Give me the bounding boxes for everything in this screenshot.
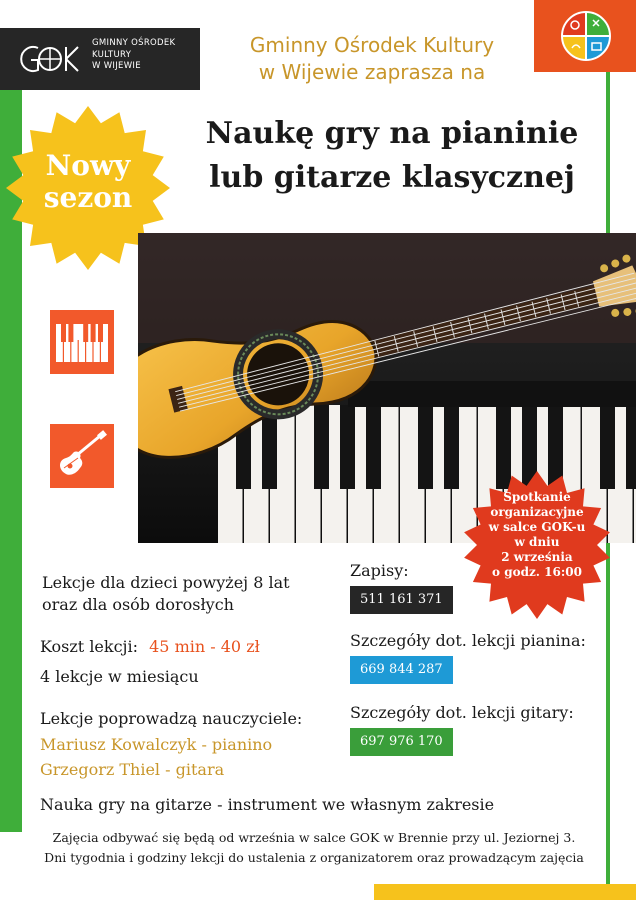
black-key [444,405,459,489]
title-line: lub gitarze klasycznej [209,160,575,195]
meeting-line: w dniu [514,535,560,549]
per-month-info: 4 lekcje w miesiącu [40,667,199,686]
organizer-line: w Wijewie zaprasza na [258,60,486,84]
page-title [176,112,608,200]
new-season-badge [4,150,172,214]
black-key [340,405,355,489]
meeting-line: organizacyjne [490,505,584,519]
footer-line: Zajęcia odbywać się będą od września w salce GOK w Brennie przy ul. Jeziornej 3. [52,830,576,845]
guitar-phone: 697 976 170 [350,728,453,756]
badge-line: Nowy [45,149,131,182]
guitar-details-label: Szczegóły dot. lekcji gitary: [350,703,574,722]
guitar-tile [50,424,114,488]
organizer-heading [212,32,532,86]
organizer-line: Gminny Ośrodek Kultury [249,33,495,57]
electric-guitar-icon [50,424,114,488]
meeting-line: w salce GOK-u [488,520,586,534]
logo-line: GMINNY OŚRODEK [92,38,176,48]
black-key [366,405,381,489]
bottom-accent-bar [374,884,636,900]
audience-line: oraz dla osób dorosłych [42,595,234,614]
teacher-guitar: Grzegorz Thiel - gitara [40,760,225,779]
signup-label: Zapisy: [350,561,409,580]
footer-line: Dni tygodnia i godziny lekcji do ustalenia z organizatorem oraz prowadzącym zajęcia [44,850,584,865]
black-key [418,405,433,489]
piano-tile [50,310,114,374]
cost-value: 45 min - 40 zł [149,637,260,656]
logo-line: W WIJEWIE [92,61,141,71]
black-key [314,405,329,489]
piano-phone: 669 844 287 [350,656,453,684]
piano-details-label: Szczegóły dot. lekcji pianina: [350,631,586,650]
teacher-piano: Mariusz Kowalczyk - pianino [40,735,273,754]
audience-line: Lekcje dla dzieci powyżej 8 lat [42,573,290,592]
teachers-label: Lekcje poprowadzą nauczyciele: [40,709,303,728]
black-key [626,405,636,489]
meeting-line: 2 września [501,550,573,564]
badge-line: sezon [43,181,133,214]
cost-label: Koszt lekcji: [40,637,139,656]
meeting-line: o godz. 16:00 [492,565,582,579]
audience-info [42,572,342,616]
arts-emblem-icon [558,8,614,64]
meeting-line: Spotkanie [503,490,571,504]
signup-phone: 511 161 371 [350,586,453,614]
own-instrument-note: Nauka gry na gitarze - instrument we własnym zakresie [40,795,495,814]
piano-keys-icon [50,310,114,374]
logo-line: KULTURY [92,49,132,60]
cost-info [40,636,340,658]
footer-note [22,828,606,868]
logo-text [92,38,196,73]
gok-logo-mark-icon [16,38,84,80]
title-line: Naukę gry na pianinie [205,116,579,151]
